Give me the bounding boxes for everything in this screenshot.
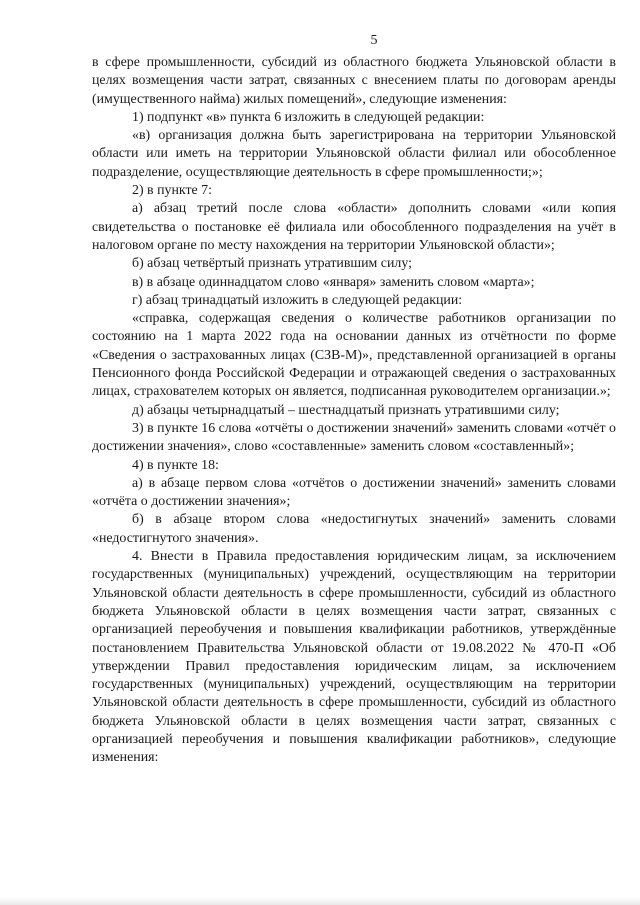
paragraph: «справка, содержащая сведения о количестве работников организации по состоянию на 1 марта 2022 года на основании данных из отчётности по форме «Сведения о застрахованных лицах (СЗВ-М)», представленной организацией в органы Пенсионного фонда Российской Федерации и отражающей сведения о застрахованных лицах, страхователем которых он является, подписанная руководителем организации.»; [92, 311, 616, 400]
paragraph: в сфере промышленности, субсидий из областного бюджета Ульяновской области в целях возмещения части затрат, связанных с внесением платы по договорам аренды (имущественного найма) жилых помещений», следующие изменения: [92, 55, 616, 107]
paragraph: 1) подпункт «в» пункта 6 изложить в следующей редакции: [132, 109, 485, 125]
paragraph: 4. Внести в Правила предоставления юридическим лицам, за исключением государственных (муниципальных) учреждений, осуществляющим на территории Ульяновской области деятельность в сфере промышленности, субсидий из областного бюджета Ульяновской области в целях возмещения части затрат, связанных с организацией переобучения и повышения квалификации работников, утверждённые постановлением Правительства Ульяновской области от 19.08.2022 № 470-П «Об утверждении Правил предоставления юридическим лицам, за исключением государственных (муниципальных) учреждений, осуществляющим на территории Ульяновской области деятельность в сфере промышленности, субсидий из областного бюджета Ульяновской области в целях возмещения части затрат, связанных с организацией переобучения и повышения квалификации работников», следующие изменения: [92, 549, 616, 766]
paragraph: г) абзац тринадцатый изложить в следующей редакции: [132, 292, 463, 308]
paragraph: д) абзацы четырнадцатый – шестнадцатый признать утратившими силу; [132, 402, 560, 418]
paragraph: б) в абзаце втором слова «недостигнутых значений» заменить словами «недостигнутого значения». [92, 512, 616, 546]
paragraph: б) абзац четвёртый признать утратившим силу; [132, 256, 412, 272]
page-number: 5 [370, 33, 378, 48]
paragraph: а) в абзаце первом слова «отчётов о достижении значений» заменить словами «отчёта о достижении значения»; [92, 475, 616, 510]
document-body [92, 54, 616, 768]
paragraph: 2) в пункте 7: [132, 183, 212, 199]
paragraph: «в) организация должна быть зарегистрирована на территории Ульяновской области или иметь на территории Ульяновской области филиал или обособленное подразделение, осуществляющие деятельность в сфере промышленности;»; [92, 128, 616, 180]
paragraph: в) в абзаце одиннадцатом слово «января» заменить словом «марта»; [132, 274, 535, 290]
paragraph: 4) в пункте 18: [132, 457, 219, 473]
paragraph: а) абзац третий после слова «области» дополнить словами «или копия свидетельства о постановке её филиала или обособленного подразделения на учёт в налоговом органе по месту нахождения на территории Ульяновской области»; [92, 201, 616, 253]
page-bottom-edge [0, 897, 640, 905]
paragraph: 3) в пункте 16 слова «отчёты о достижении значений» заменить словами «отчёт о достижении значения», слово «составленные» заменить словом «составленный»; [92, 420, 616, 455]
